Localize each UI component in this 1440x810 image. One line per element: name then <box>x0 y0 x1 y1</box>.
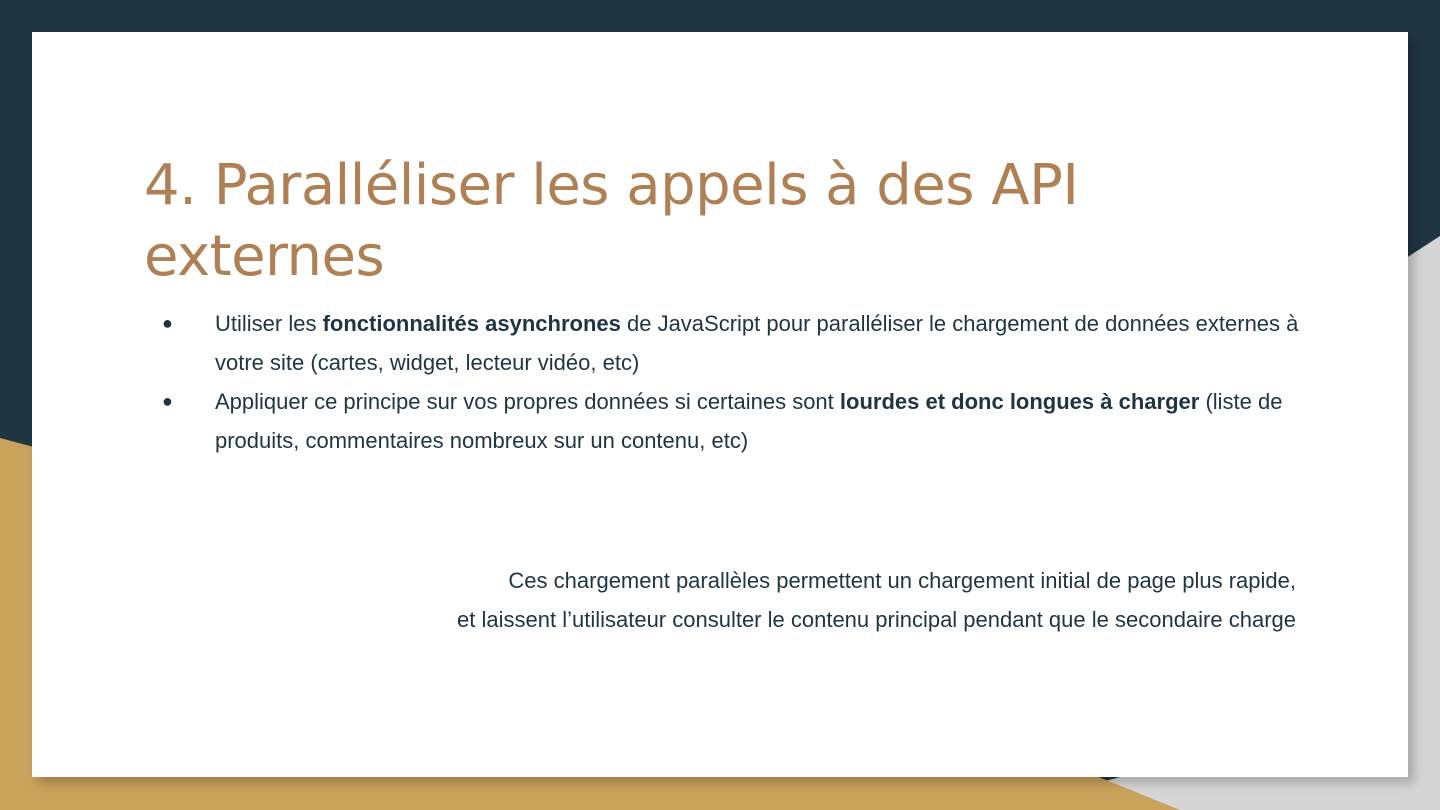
conclusion-line-2: et laissent l’utilisateur consulter le contenu principal pendant que le secondaire charge <box>457 607 1296 632</box>
bullet-list <box>162 304 1322 460</box>
bullet-item <box>162 382 1322 460</box>
bullet-text-bold: lourdes et donc longues à charger <box>839 389 1200 414</box>
conclusion-text <box>212 561 1296 639</box>
conclusion-line-1: Ces chargement parallèles permettent un chargement initial de page plus rapide, <box>508 568 1296 593</box>
bullet-item <box>162 304 1322 382</box>
bullet-text-start: Appliquer ce principe sur vos propres données si certaines sont <box>215 389 840 414</box>
bullet-text-bold: fonctionnalités asynchrones <box>322 311 621 336</box>
bullet-marker: ● <box>162 391 173 411</box>
bullet-text-end: de JavaScript pour paralléliser le chargement de données externes à votre site (cartes, widget, lecteur vidéo, etc) <box>215 311 1299 375</box>
bullet-marker: ● <box>162 313 173 333</box>
bullet-text-end: (liste de produits, commentaires nombreux sur un contenu, etc) <box>215 389 1283 453</box>
slide-title: 4. Paralléliser les appels à des API externes <box>144 153 1079 289</box>
bullet-text-start: Utiliser les <box>215 311 323 336</box>
slide-card <box>32 32 1408 777</box>
